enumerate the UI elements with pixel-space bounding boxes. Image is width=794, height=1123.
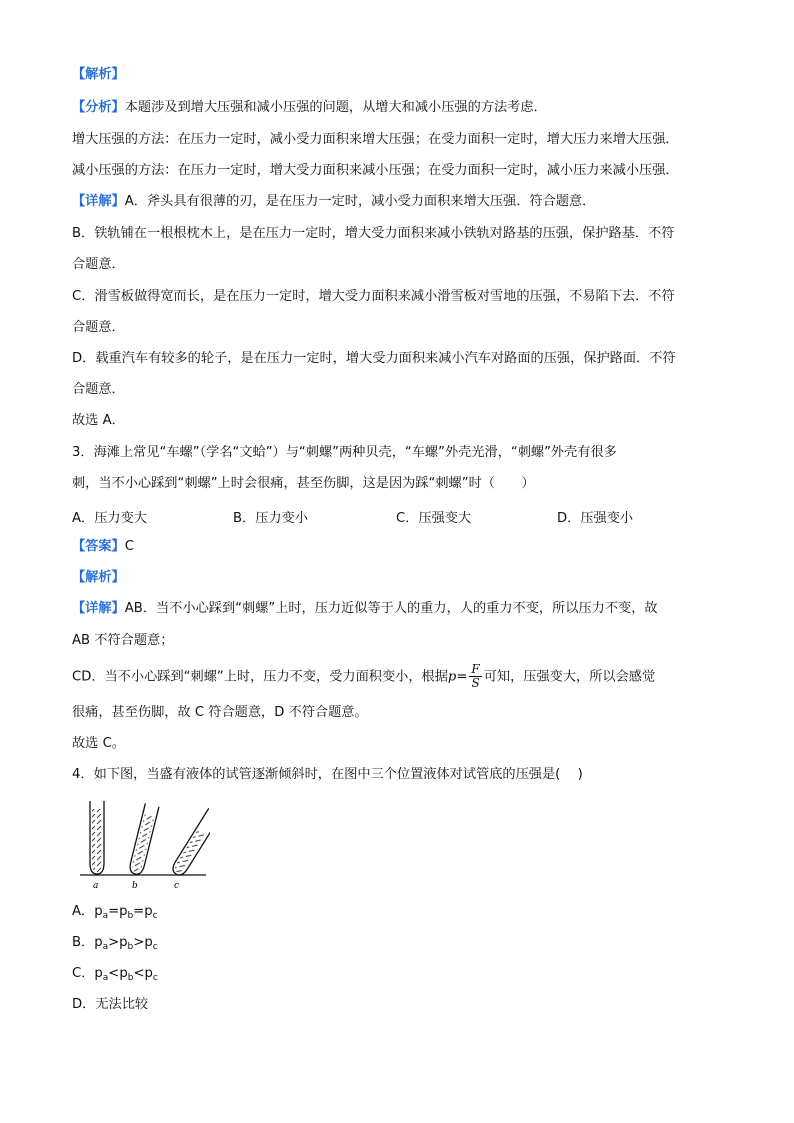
q4-option-a: [72, 903, 158, 925]
op: =p: [133, 904, 153, 919]
analysis-heading: 【解析】: [72, 67, 125, 82]
label-b: b: [132, 881, 138, 891]
detail-d-line-2: 合题意．: [72, 382, 125, 397]
formula-fraction: [469, 663, 481, 690]
answer-line: [72, 538, 134, 556]
answer-choice-line-2: 故选 C。: [72, 736, 125, 751]
detail-c-line-2: 合题意．: [72, 320, 125, 335]
formula-p: p: [447, 669, 457, 685]
detail2-text-3a: CD．当不小心踩到“刺螺”上时，压力不变，受力面积变小，根据: [72, 669, 448, 685]
sub: c: [152, 973, 158, 983]
detail-a-text: A．斧头具有很薄的刃，是在压力一定时，减小受力面积来增大压强．符合题意．: [124, 194, 596, 209]
q4-option-b: [72, 934, 158, 956]
op: >p: [133, 935, 153, 950]
detail2-text-1: AB．当不小心踩到“刺螺”上时，压力近似等于人的重力，人的重力不变，所以压力不变，故: [124, 601, 658, 616]
detail2-line-3: [72, 663, 655, 692]
sub: a: [102, 973, 109, 983]
detail-tag: 【详解】: [72, 194, 125, 209]
q4-option-c: [72, 965, 158, 987]
label-a: a: [93, 881, 99, 891]
answer-choice-line: 故选 A．: [72, 413, 125, 428]
q4-b-prefix: B．p: [72, 935, 103, 950]
formula-eq: =: [456, 669, 468, 685]
sub: b: [127, 942, 134, 952]
sub: c: [152, 911, 158, 921]
q4-option-d: D．无法比较: [72, 997, 149, 1012]
answer-value: C: [124, 539, 134, 554]
detail2-tag: 【详解】: [72, 601, 125, 616]
detail2-line-1: [72, 600, 658, 618]
tube-c: [170, 808, 210, 877]
detail-b-line-2: 合题意．: [72, 257, 125, 272]
increase-method-line: 增大压强的方法：在压力一定时，减小受力面积来增大压强；在受力面积一定时，增大压力来增大压强．: [72, 132, 679, 147]
tube-b: [128, 803, 159, 875]
question3-line-2: 刺，当不小心踩到“刺螺”上时会很痛，甚至伤脚，这是因为踩“刺螺”时（ ）: [72, 476, 535, 491]
detail2-line-4: 很痛，甚至伤脚，故 C 符合题意，D 不符合题意。: [72, 705, 368, 720]
tube-a: [90, 801, 104, 874]
sub: c: [152, 942, 158, 952]
analysis-heading-2: 【解析】: [72, 570, 125, 585]
analysis-line: [72, 99, 547, 117]
answer-tag: 【答案】: [72, 539, 125, 554]
decrease-method-line: 减小压强的方法：在压力一定时，增大受力面积来减小压强；在受力面积一定时，减小压力来减小压强．: [72, 163, 679, 178]
detail2-line-2: AB 不符合题意；: [72, 633, 174, 648]
detail-d-line-1: D．载重汽车有较多的轮子，是在压力一定时，增大受力面积来减小汽车对路面的压强，保护路面．不符: [72, 351, 676, 366]
q4-a-prefix: A．p: [72, 904, 103, 919]
q3-option-d: D．压强变小: [557, 511, 634, 526]
sub: a: [102, 942, 109, 952]
detail-b-line-1: B．铁轨铺在一根根枕木上，是在压力一定时，增大受力面积来减小铁轨对路基的压强，保护路基．不符: [72, 226, 675, 241]
detail2-text-3b: 可知，压强变大，所以会感觉: [483, 669, 656, 685]
op: <p: [108, 966, 128, 981]
q3-option-a: A．压力变大: [72, 511, 147, 526]
formula-denominator: S: [471, 676, 480, 690]
sub: b: [127, 911, 134, 921]
sub: a: [102, 911, 109, 921]
question3-line-1: 3．海滩上常见“车螺”（学名“文蛤”）与“刺螺”两种贝壳，“车螺”外壳光滑，“刺螺”外壳有很多: [72, 445, 617, 460]
op: <p: [133, 966, 153, 981]
sub: b: [127, 973, 134, 983]
detail-a-line: [72, 193, 595, 211]
q3-option-b: B．压力变小: [233, 511, 308, 526]
q3-option-c: C．压强变大: [396, 511, 472, 526]
analysis-text: 本题涉及到增大压强和减小压强的问题，从增大和减小压强的方法考虑．: [124, 100, 547, 115]
question4-line: 4．如下图，当盛有液体的试管逐渐倾斜时，在图中三个位置液体对试管底的压强是( ): [72, 767, 583, 782]
q4-c-prefix: C．p: [72, 966, 103, 981]
op: =p: [108, 904, 128, 919]
analysis-tag: 【分析】: [72, 100, 125, 115]
label-c: c: [174, 881, 180, 891]
op: >p: [108, 935, 128, 950]
detail-c-line-1: C．滑雪板做得宽而长，是在压力一定时，增大受力面积来减小滑雪板对雪地的压强，不易陷下去．不符: [72, 289, 675, 304]
formula-numerator: F: [471, 662, 480, 676]
test-tube-figure: [78, 795, 210, 891]
